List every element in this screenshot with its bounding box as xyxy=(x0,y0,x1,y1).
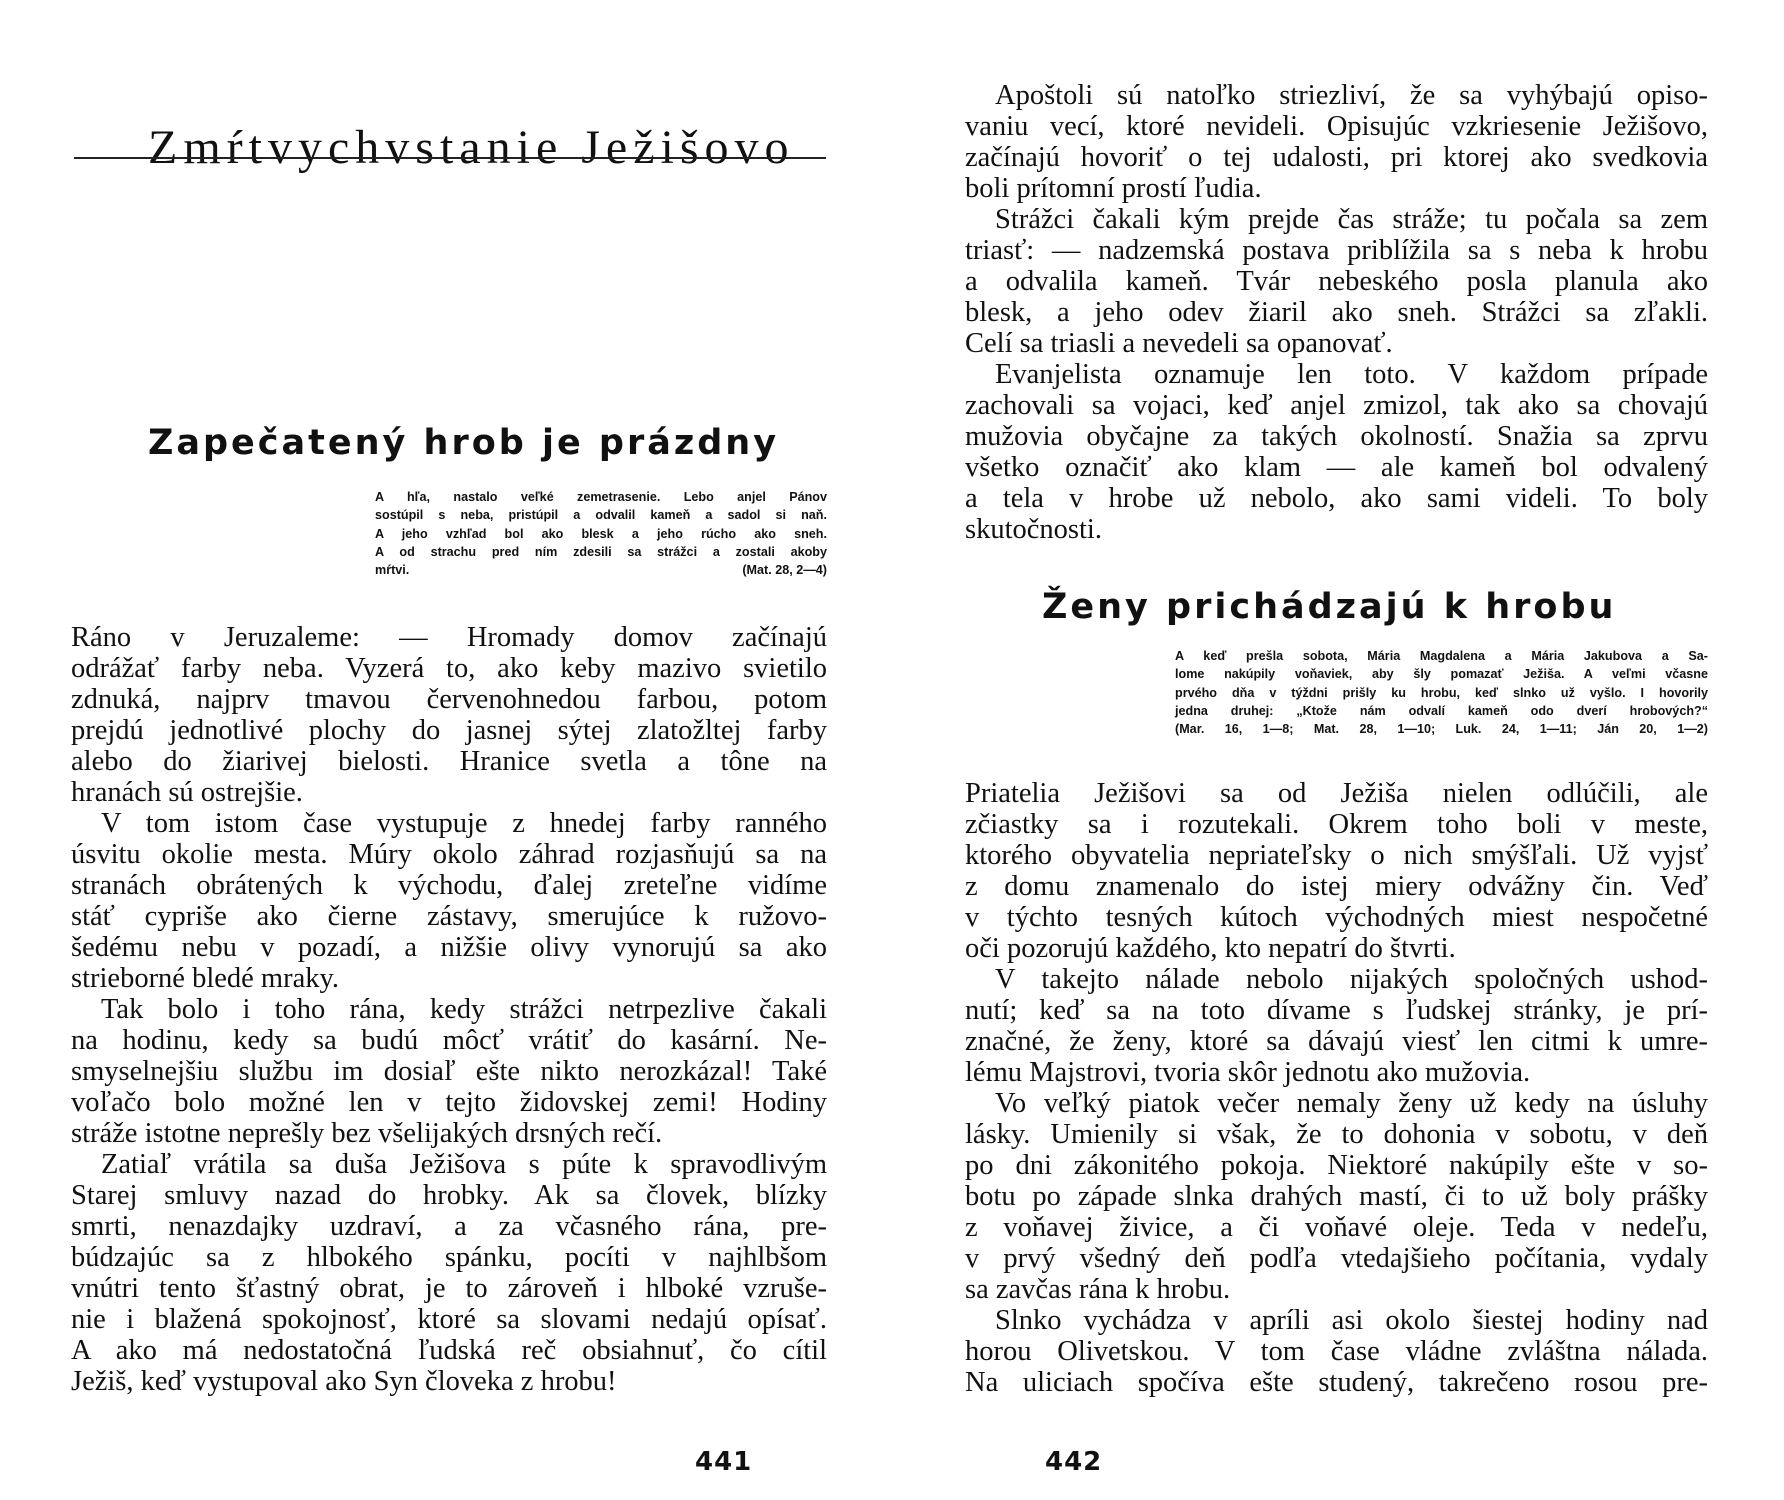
text-line: Zatiaľ vrátila sa duša Ježišova s púte k spravodlivým xyxy=(101,1149,827,1180)
text-line: búdzajúc sa z hlbokého spánku, pocíti v najhlbšom xyxy=(71,1242,827,1273)
text-line: Starej smluvy nazad do hrobky. Ak sa človek, blízky xyxy=(71,1180,827,1211)
quote-line: lome nakúpily voňaviek, aby šly pomazať Ježiša. A veľmi včasne xyxy=(1175,667,1708,682)
text-line: lásky. Umienily si však, že to dohonia v sobotu, v deň xyxy=(965,1119,1708,1150)
quote-line: A hľa, nastalo veľké zemetrasenie. Lebo anjel Pánov xyxy=(375,490,827,504)
text-line: strieborné bledé mraky. xyxy=(71,963,340,994)
text-line: Ráno v Jeruzaleme: — Hromady domov začínajú xyxy=(71,622,827,653)
text-line: Evanjelista oznamuje len toto. V každom prípade xyxy=(995,359,1708,390)
quote-line: A od strachu pred ním zdesili sa strážci a zostali akoby xyxy=(375,544,827,559)
page-number: 441 xyxy=(695,1447,753,1477)
text-line: Ježiš, keď vystupoval ako Syn človeka z hrobu! xyxy=(71,1366,617,1397)
text-line: Priatelia Ježišovi sa od Ježiša nielen odlúčili, ale xyxy=(965,778,1708,809)
text-line: stáť cypriše ako čierne zástavy, smerujúce k ružovo- xyxy=(71,901,827,932)
paragraph xyxy=(965,1088,1708,1305)
text-line: nie i blažená spokojnosť, ktoré sa slovami nedajú opísať. xyxy=(71,1304,827,1335)
text-line: mužovia obyčajne za takých okolností. Snažia sa zprvu xyxy=(965,421,1708,452)
text-line: skutočnosti. xyxy=(965,514,1102,545)
text-line: lému Majstrovi, tvoria skôr jednotu ako mužovia. xyxy=(965,1057,1531,1088)
text-line: úsvitu okolie mesta. Múry okolo záhrad rozjasňujú sa na xyxy=(71,839,827,870)
paragraph xyxy=(965,778,1708,964)
title-divider xyxy=(74,157,826,159)
text-line: blesk, a jeho odev žiaril ako sneh. Strážci sa zľakli. xyxy=(965,297,1708,328)
text-line: prejdú jednotlivé plochy do jasnej sýtej zlatožltej farby xyxy=(71,715,827,746)
paragraph xyxy=(71,622,827,808)
text-line: a odvalila kameň. Tvár nebeského posla planula ako xyxy=(965,266,1708,297)
text-line: Apoštoli sú natoľko striezliví, že sa vyhýbajú opiso- xyxy=(995,80,1708,111)
text-line: z domu znamenalo do istej miery odvážny čin. Veď xyxy=(965,871,1708,902)
quote-line: A jeho vzhľad bol ako blesk a jeho rúcho ako sneh. xyxy=(375,526,827,541)
text-line: boli prítomní prostí ľudia. xyxy=(965,173,1262,204)
quote-line xyxy=(375,561,827,579)
text-line: Tak bolo i toho rána, kedy strážci netrpezlive čakali xyxy=(101,994,827,1025)
right-page xyxy=(892,0,1784,1500)
paragraph xyxy=(965,964,1708,1088)
text-line: zdnuká, najprv tmavou červenohnedou farbou, potom xyxy=(71,684,827,715)
text-line: V takejto nálade nebolo nijakých spoločných ushod- xyxy=(995,964,1708,995)
text-line: začínajú hovoriť o tej udalosti, pri ktorej ako svedkovia xyxy=(965,142,1708,173)
text-line: botu po západe slnka drahých mastí, či to už boly prášky xyxy=(965,1181,1708,1212)
text-line: Vo veľký piatok večer nemaly ženy už kedy na úsluhy xyxy=(995,1088,1708,1119)
text-line: v týchto tesných kútoch východných miest nespočetné xyxy=(965,902,1708,933)
text-line: všetko označiť ako klam — ale kameň bol odvalený xyxy=(965,452,1708,483)
text-line: odrážať farby neba. Vyzerá to, ako keby mazivo svietilo xyxy=(71,653,827,684)
scripture-reference: (Mar. 16, 1—8; Mat. 28, 1—10; Luk. 24, 1—11; Ján 20, 1—2) xyxy=(1175,722,1708,737)
body-text-bottom xyxy=(965,778,1708,1398)
paragraph xyxy=(965,204,1708,359)
paragraph xyxy=(71,994,827,1149)
text-line: triasť: — nadzemská postava priblížila sa s neba k hrobu xyxy=(965,235,1708,266)
body-text xyxy=(71,622,827,1397)
section-heading: Zapečatený hrob je prázdny xyxy=(148,423,780,463)
text-line: stranách obrátených k východu, ďalej zreteľne vidíme xyxy=(71,870,827,901)
text-line: smyselnejšiu službu im dosiaľ ešte nikto nerozkázal! Také xyxy=(71,1056,827,1087)
text-line: z voňavej živice, a či voňavé oleje. Teda v nedeľu, xyxy=(965,1212,1708,1243)
text-line: po dni zákonitého pokoja. Niektoré nakúpily ešte v so- xyxy=(965,1150,1708,1181)
paragraph xyxy=(71,1149,827,1397)
text-line: vnútri tento šťastný obrat, je to zároveň i hlboké vzruše- xyxy=(71,1273,827,1304)
text-line: nutí; keď sa na toto dívame s ľudskej stránky, je prí- xyxy=(965,995,1708,1026)
text-line: hranách sú ostrejšie. xyxy=(71,777,303,808)
section-heading: Ženy prichádzajú k hrobu xyxy=(1042,587,1617,627)
text-line: smrti, nenazdajky uzdraví, a za včasného rána, pre- xyxy=(71,1211,827,1242)
text-line: alebo do žiarivej bielosti. Hranice svetla a tône na xyxy=(71,746,827,777)
text-line: ktorého obyvatelia nepriateľsky o nich smýšľali. Už vyjsť xyxy=(965,840,1708,871)
text-line: horou Olivetskou. V tom čase vládne zvláštna nálada. xyxy=(965,1336,1708,1367)
page-number: 442 xyxy=(1045,1447,1103,1477)
quote-line: A keď prešla sobota, Mária Magdalena a Mária Jakubova a Sa- xyxy=(1175,649,1708,663)
paragraph xyxy=(71,808,827,994)
text-line: šedému nebu v pozadí, a nižšie olivy vynorujú sa ako xyxy=(71,932,827,963)
paragraph xyxy=(965,359,1708,545)
text-line: voľačo bolo možné len v tejto židovskej zemi! Hodiny xyxy=(71,1087,827,1118)
text-line: Strážci čakali kým prejde čas stráže; tu počala sa zem xyxy=(995,204,1708,235)
text-line: Na uliciach spočíva ešte studený, takrečeno rosou pre- xyxy=(965,1367,1708,1398)
scripture-reference: (Mat. 28, 2—4) xyxy=(742,563,827,578)
text-line: zachovali sa vojaci, keď anjel zmizol, tak ako sa chovajú xyxy=(965,390,1708,421)
text-line: zčiastky sa i rozutekali. Okrem toho boli v meste, xyxy=(965,809,1708,840)
chapter-title: Zmŕtvychvstanie Ježišovo xyxy=(148,121,795,175)
text-line: a tela v hrobe už nebolo, ako sami videli. To boly xyxy=(965,483,1708,514)
text-line: na hodinu, kedy sa budú môcť vrátiť do kasární. Ne- xyxy=(71,1025,827,1056)
quote-line: sostúpil s neba, pristúpil a odvalil kameň a sadol si naň. xyxy=(375,508,827,523)
scripture-quote xyxy=(1175,647,1708,738)
scripture-quote xyxy=(375,488,827,579)
text-line: stráže istotne neprešly bez všelijakých drsných rečí. xyxy=(71,1118,663,1149)
text-line: značné, že ženy, ktoré sa dávajú viesť len citmi k umre- xyxy=(965,1026,1708,1057)
paragraph xyxy=(965,80,1708,204)
quote-line: prvého dňa v týždni prišly ku hrobu, keď slnko už vyšlo. I hovorily xyxy=(1175,685,1708,700)
text-line: V tom istom čase vystupuje z hnedej farby ranného xyxy=(101,808,827,839)
text-line: Celí sa triasli a nevedeli sa opanovať. xyxy=(965,328,1393,359)
text-line: vaniu vecí, ktoré nevideli. Opisujúc vzkriesenie Ježišovo, xyxy=(965,111,1708,142)
text-line: v prvý všedný deň podľa vtedajšieho počítania, vydaly xyxy=(965,1243,1708,1274)
quote-line-end: mŕtvi. xyxy=(375,563,410,578)
text-line: oči pozorujú každého, kto nepatrí do štvrti. xyxy=(965,933,1456,964)
paragraph xyxy=(965,1305,1708,1398)
text-line: Slnko vychádza v apríli asi okolo šiestej hodiny nad xyxy=(995,1305,1708,1336)
text-line: A ako má nedostatočná ľudská reč obsiahnuť, čo cítil xyxy=(71,1335,827,1366)
quote-line: jedna druhej: „Ktože nám odvalí kameň odo dverí hrobových?“ xyxy=(1175,703,1708,718)
text-line: sa zavčas rána k hrobu. xyxy=(965,1274,1231,1305)
body-text-top xyxy=(965,80,1708,545)
